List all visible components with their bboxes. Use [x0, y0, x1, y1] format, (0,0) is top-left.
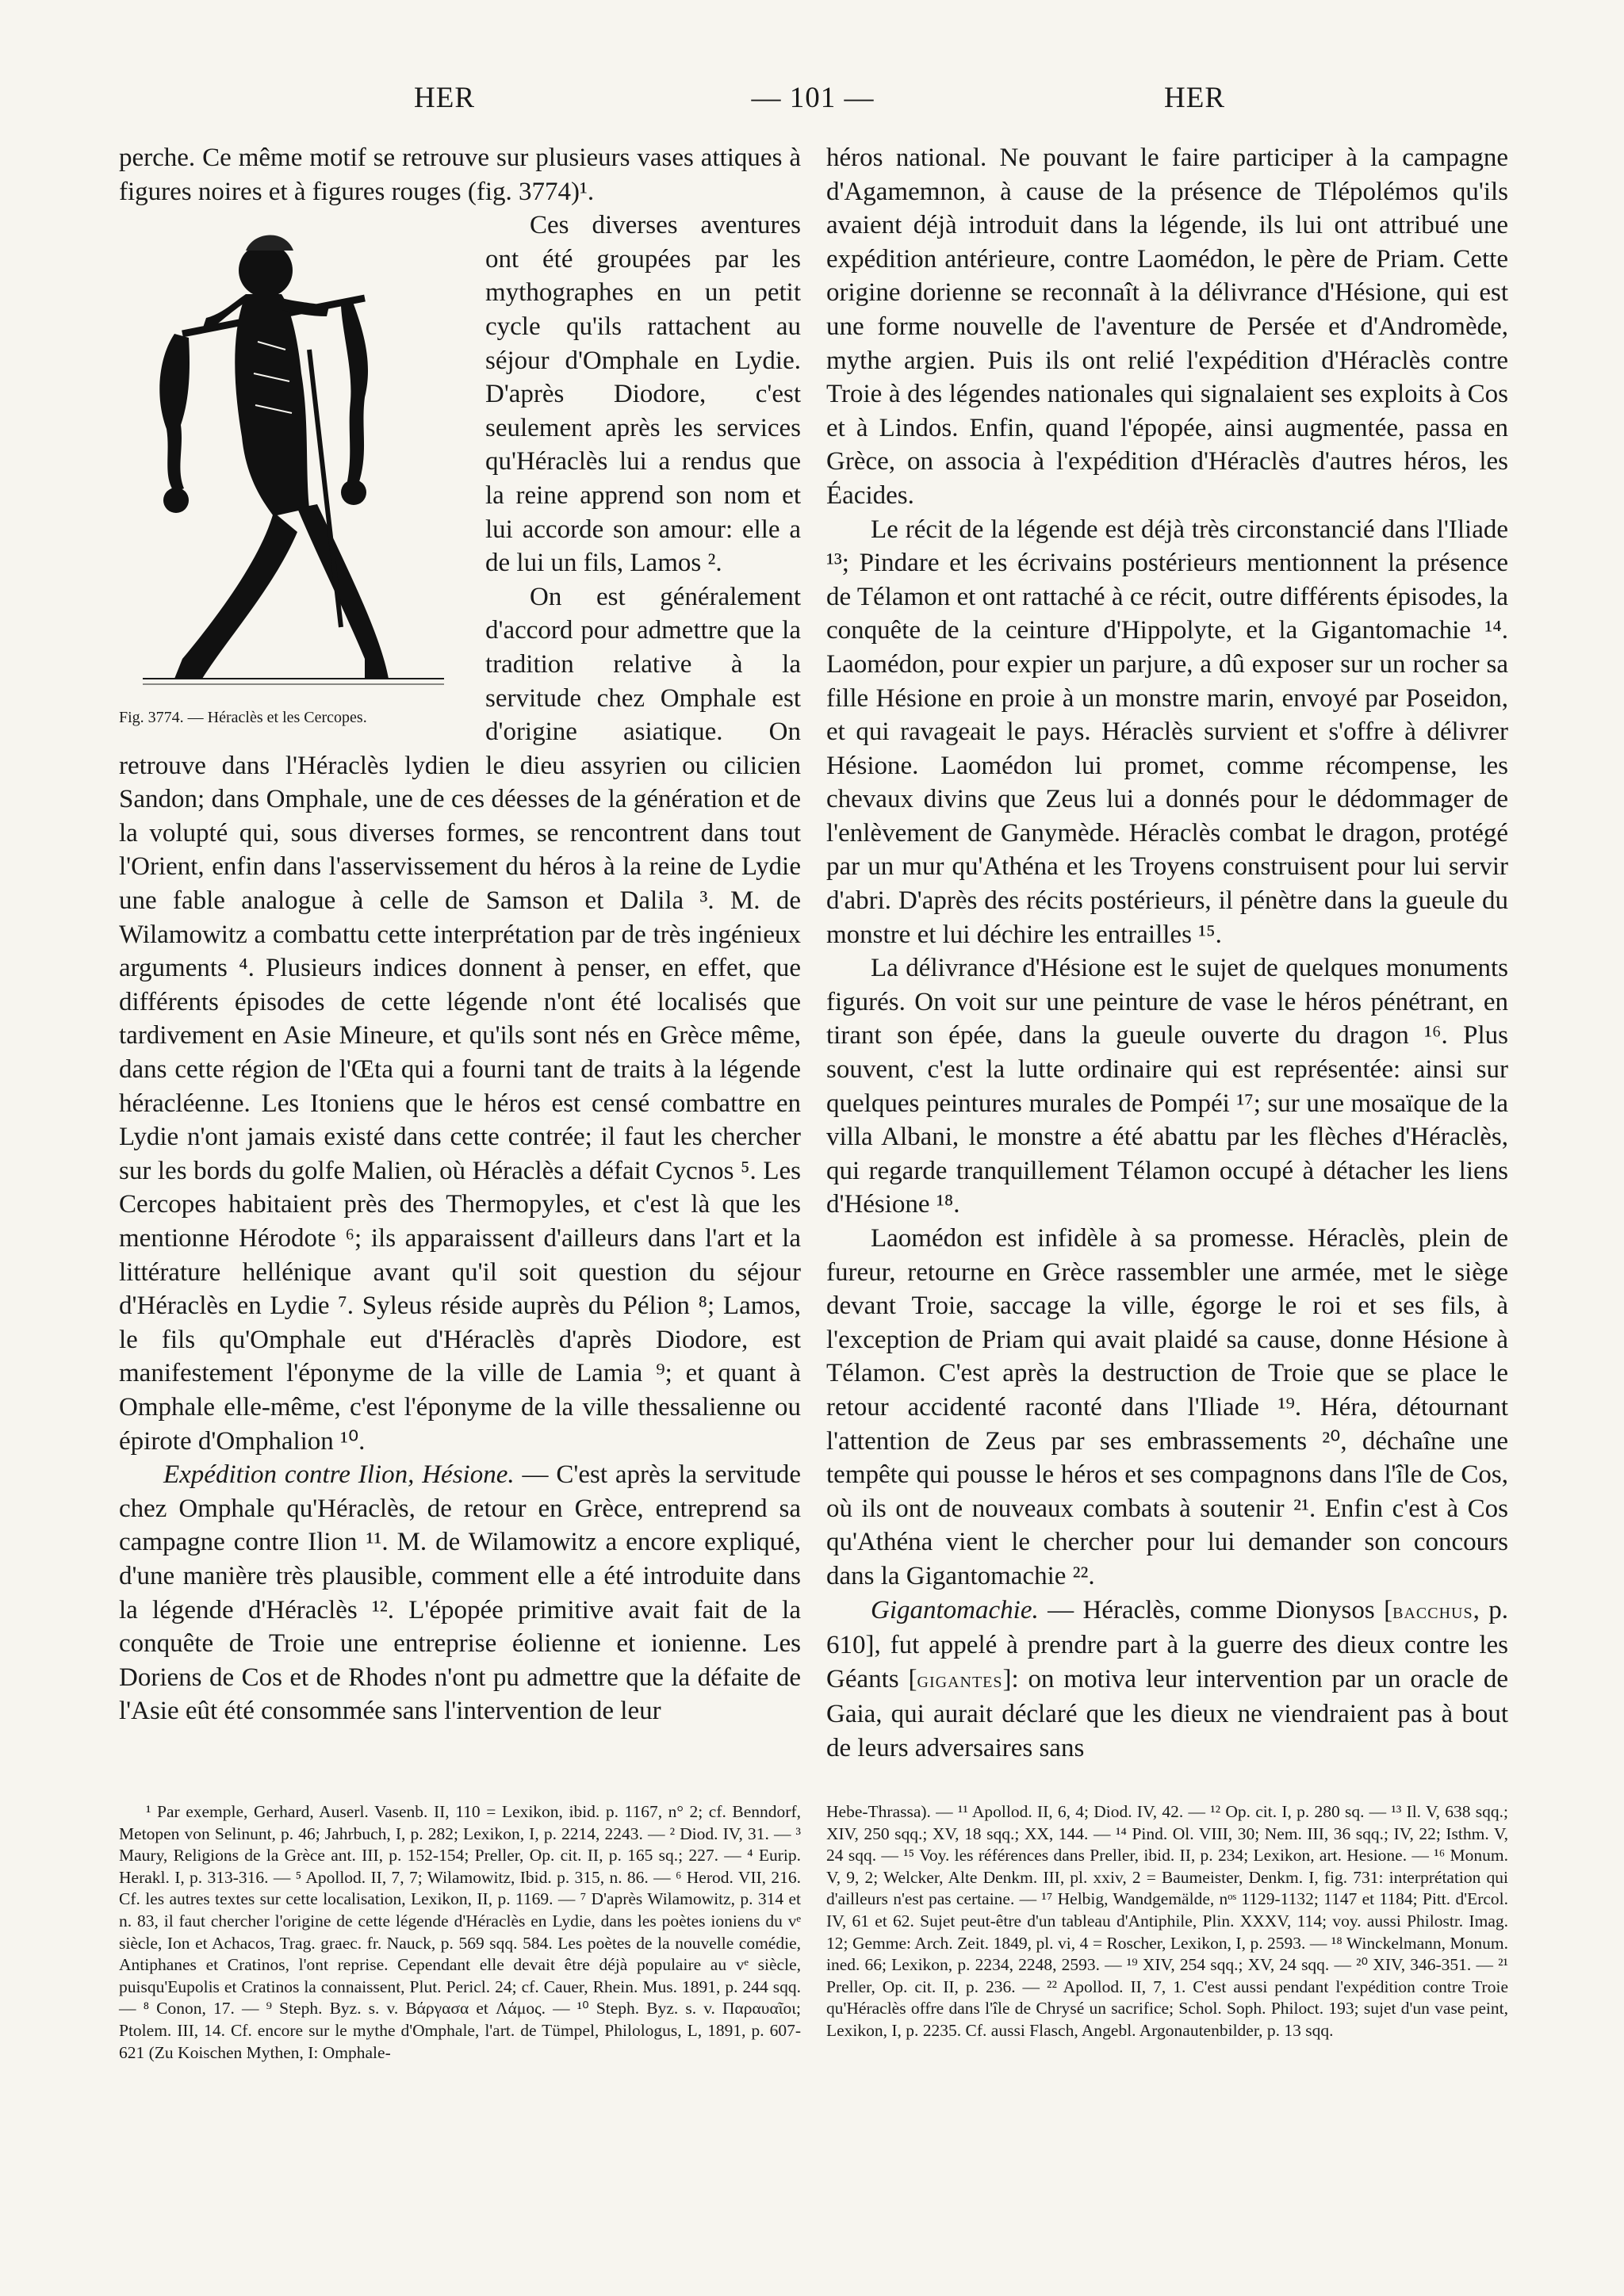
paragraph: Ces diverses aventures ont été groupées par les mythographes en un petit cycle qu'ils rattachent au séjour d'Omphale en Lydie. D'après Diodore, c'est seulement après les services qu'Héraclès lui a rendus que la reine apprend son nom et lui accorde son amour: elle a de lui un fils, Lamos ².: [485, 211, 801, 578]
figure-caption: Fig. 3774. — Héraclès et les Cercopes.: [119, 709, 367, 727]
footnotes-right: [826, 1801, 1508, 2042]
header-left-title: HER: [414, 82, 475, 114]
left-column: [119, 141, 801, 1728]
footnote-text: ¹ Par exemple, Gerhard, Auserl. Vasenb. II, 110 = Lexikon, ibid. p. 1167, n° 2; cf. Benndorf, Metopen von Selinunt, p. 46; Jahrbuch, I, p. 282; Lexikon, I, p. 2214, 2243. — ² Diod. IV, 31. — ³ Maury, Religions de la Grèce ant. III, p. 152-154; Preller, Op. cit. II, p. 165 sq.; 227. — ⁴ Eurip. Herakl. I, p. 313-316. — ⁵ Apollod. II, 7, 7; Wilamowitz, Ibid. p. 315, n. 86. — ⁶ Herod. VII, 216. Cf. les autres textes sur cette localisation, Lexikon, II, p. 1169. — ⁷ D'après Wilamowitz, p. 314 et n. 83, il faut chercher l'origine de cette légende d'Héraclès en Lydie, dans les poètes ioniens du vᵉ siècle, Ion et Achacos, Trag. graec. fr. Nauck, p. 569 sqq. 584. Les poètes de la nouvelle comédie, Antiphanes et Cratinos, l'ont reprise. Cependant elle devait être déjà populaire au vᵉ siècle, puisqu'Eupolis et Cratinos la connaissent, Plut. Pericl. 24; cf. Cauer, Rhein. Mus. 1891, p. 244 sqq. — ⁸ Conon, 17. — ⁹ Steph. Byz. s. v. Βάργασα et Λάμος. — ¹⁰ Steph. Byz. s. v. Παραυαῖοι; Ptolem. III, 14. Cf. encore sur le mythe d'Omphale, l'art. de Tümpel, Philologus, L, 1891, p. 607-621 (Zu Koischen Mythen, I: Omphale-: [119, 1802, 801, 2062]
paragraph: héros national. Ne pouvant le faire participer à la campagne d'Agamemnon, à cause de la présence de Tlépolémos qu'ils avaient déjà introduit dans la légende, ils lui ont attribué une expédition antérieure, contre Laomédon, le père de Priam. Cette origine dorienne se reconnaît à la délivrance d'Hésione, qui est une forme nouvelle de l'aventure de Persée et d'Andromède, mythe argien. Puis ils ont relié l'expédition d'Héraclès contre Troie à des légendes nationales qui signalaient ses exploits à Cos et à Lindos. Enfin, quand l'épopée, ainsi augmentée, passa en Grèce, on associa à l'expédition d'Héraclès d'autres héros, les Éacides.: [826, 144, 1508, 510]
paragraph: perche. Ce même motif se retrouve sur plusieurs vases attiques à figures noires et à figures rouges (fig. 3774)¹.: [119, 144, 801, 206]
heracles-cercopes-illustration: [127, 215, 460, 698]
paragraph-text: ]: on motiva leur intervention par un oracle de Gaia, qui aurait déclaré que les dieux ne viendraient pas à bout de leurs adversaires sans: [826, 1664, 1508, 1762]
paragraph-text: — C'est après la servitude chez Omphale qu'Héraclès, de retour en Grèce, entreprend sa campagne contre Ilion ¹¹. M. de Wilamowitz a encore expliqué, d'une manière très plausible, comment elle a été introduite dans la légende d'Héraclès ¹². L'épopée primitive avait fait de la conquête de Troie une entreprise éolienne et ionienne. Les Doriens de Cos et de Rhodes n'ont pu admettre que la défaite de l'Asie eût été consommée sans l'intervention de leur: [119, 1460, 801, 1726]
paragraph: [119, 1458, 801, 1728]
page-number: — 101 —: [751, 82, 875, 114]
section-title: Gigantomachie.: [871, 1595, 1039, 1624]
cross-reference: gigantes: [917, 1667, 1003, 1693]
paragraph-text: , p. 610], fut appelé à prendre part à la guerre des dieux contre les Géants [: [826, 1595, 1509, 1693]
section-title: Expédition contre Ilion, Hésione.: [163, 1460, 515, 1490]
paragraph-text: — Héraclès, comme Dionysos [: [1048, 1595, 1393, 1624]
right-column: [826, 141, 1508, 1766]
paragraph: Le récit de la légende est déjà très circonstancié dans l'Iliade ¹³; Pindare et les écrivains postérieurs mentionnent la présence de Télamon et ont rattaché à ce récit, outre différents épisodes, la conquête de la ceinture d'Hippolyte, et la Gigantomachie ¹⁴. Laomédon, pour expier un parjure, a dû exposer sur un rocher sa fille Hésione en proie à un monstre marin, envoyé par Poseidon, et qui ravageait le pays. Héraclès survient et s'offre à délivrer Hésione. Laomédon lui promet, comme récompense, les chevaux divins que Zeus lui a donnés pour le dédommager de l'enlèvement de Ganymède. Héraclès combat le dragon, protégé par un mur qu'Athéna et les Troyens construisent pour lui servir d'abri. D'après des récits postérieurs, il pénètre dans la gueule du monstre et lui déchire les entrailles ¹⁵.: [826, 515, 1508, 949]
paragraph: La délivrance d'Hésione est le sujet de quelques monuments figurés. On voit sur une peinture de vase le héros pénétrant, en tirant son épée, dans la gueule ouverte du dragon ¹⁶. Plus souvent, c'est la lutte ordinaire qui est représentée: ainsi sur quelques peintures murales de Pompéi ¹⁷; sur une mosaïque de la villa Albani, le monstre a été abattu par les flèches d'Héraclès, qui regarde tranquillement Télamon occupé à détacher les liens d'Hésione ¹⁸.: [826, 954, 1508, 1219]
running-header: [119, 81, 1505, 128]
paragraph: [826, 1594, 1508, 1766]
footnotes-left: [119, 1801, 801, 2064]
paragraph: Laomédon est infidèle à sa promesse. Héraclès, plein de fureur, retourne en Grèce rassembler une armée, met le siège devant Troie, saccage la ville, égorge le roi et ses fils, à l'exception de Priam qui avait plaidé sa cause, donne Hésione à Télamon. C'est après la destruction de Troie que se place le retour accidenté raconté dans l'Iliade ¹⁹. Héra, détournant l'attention de Zeus par ses embrassements ²⁰, déchaîne une tempête qui pousse le héros et ses compagnons dans l'île de Cos, où ils ont de nouveaux combats à soutenir ²¹. Enfin c'est à Cos qu'Athéna vient le chercher pour lui demander son concours dans la Gigantomachie ²².: [826, 1224, 1508, 1590]
paragraph: On est généralement d'accord pour admettre que la tradition relative à la servitude chez Omphale est d'origine asiatique. On retrouve dans l'Héraclès lydien le dieu assyrien ou cilicien Sandon; dans Omphale, une de ces déesses de la génération et de la volupté qui, sous diverses formes, se rencontrent dans tout l'Orient, enfin dans l'asservissement du héros à la reine de Lydie une fable analogue à celle de Samson et Dalila ³. M. de Wilamowitz a combattu cette interprétation par de très ingénieux arguments ⁴. Plusieurs indices donnent à penser, en effet, que différents épisodes de cette légende n'ont été localisés que tardivement en Asie Mineure, et qu'ils sont nés en Grèce même, dans cette région de l'Œta qui a fourni tant de traits à la légende héracléenne. Les Itoniens que le héros est censé combattre en Lydie n'ont jamais existé dans cette contrée; il faut les chercher sur les bords du golfe Malien, où Héraclès a défait Cycnos ⁵. Les Cercopes habitaient près des Thermopyles, et c'est là que les mentionne Hérodote ⁶; ils apparaissent d'ailleurs dans l'art et la littérature hellénique avant qu'il soit question du séjour d'Héraclès en Lydie ⁷. Syleus réside auprès du Pélion ⁸; Lamos, le fils qu'Omphale eut d'Héraclès d'après Diodore, est manifestement l'éponyme de la ville de Lamia ⁹; et quant à Omphale elle-même, c'est l'éponyme de la ville thessalienne ou épirote d'Omphalion ¹⁰.: [119, 582, 801, 1456]
footnote-text: Hebe-Thrassa). — ¹¹ Apollod. II, 6, 4; Diod. IV, 42. — ¹² Op. cit. I, p. 280 sq. — ¹³ Il. V, 638 sqq.; XIV, 250 sqq.; XV, 18 sqq.; XX, 144. — ¹⁴ Pind. Ol. VIII, 30; Nem. III, 36 sqq.; IV, 22; Isthm. V, 24 sqq. — ¹⁵ Voy. les références dans Preller, ibid. II, p. 234; Lexikon, art. Hesione. — ¹⁶ Monum. V, 9, 2; Welcker, Alte Denkm. III, pl. xxiv, 2 = Baumeister, Denkm. I, fig. 731: interprétation qui d'ailleurs n'est pas certaine. — ¹⁷ Helbig, Wandgemälde, nᵒˢ 1129-1132; 1147 et 1184; Pitt. d'Ercol. IV, 61 et 62. Sujet peut-être d'un tableau d'Antiphile, Plin. XXXV, 114; voy. aussi Philostr. Imag. 12; Gemme: Arch. Zeit. 1849, pl. vi, 4 = Roscher, Lexikon, I, p. 2593. — ¹⁸ Winckelmann, Monum. ined. 66; Lexikon, p. 2234, 2248, 2593. — ¹⁹ XIV, 254 sqq.; XV, 24 sqq. — ²⁰ XIV, 346-351. — ²¹ Preller, Op. cit. II, p. 236. — ²² Apollod. II, 7, 1. C'est aussi pendant l'expédition contre Troie qu'Héraclès offre dans l'île de Chrysé un sacrifice; Schol. Soph. Philoct. 193; sujet d'un vase peint, Lexikon, I, p. 2235. Cf. aussi Flasch, Angebl. Argonautenbilder, p. 13 sqq.: [826, 1802, 1508, 2040]
header-right-title: HER: [1164, 82, 1225, 114]
cross-reference: bacchus: [1392, 1598, 1473, 1624]
figure-3774: [119, 209, 468, 738]
